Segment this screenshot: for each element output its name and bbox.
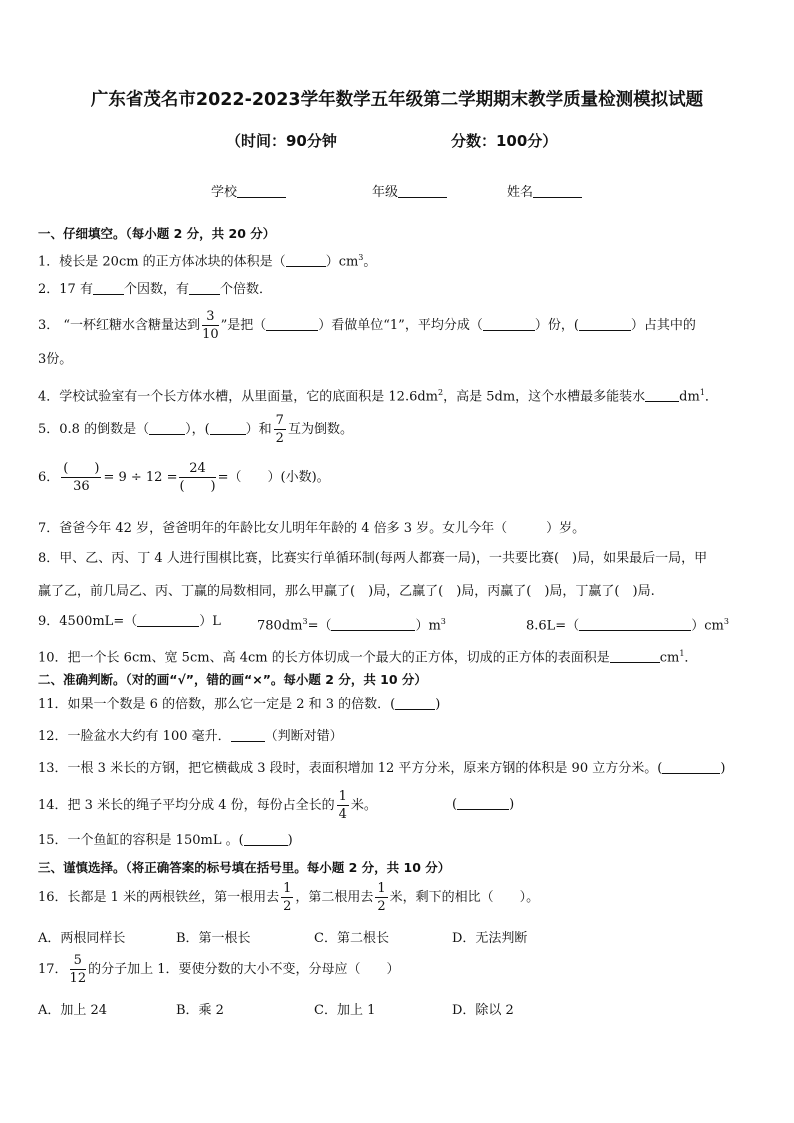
q12-blank[interactable] (231, 729, 265, 742)
q2-text-2: 个因数，有 (123, 282, 189, 297)
question-14-answer (452, 797, 514, 813)
q6-text-2: = 9 ÷ 12 = (103, 470, 178, 485)
q1-sup: 3 (358, 253, 364, 262)
q3-denominator: 10 (202, 327, 219, 342)
q9-unit-2: ）m (415, 618, 441, 634)
section-heading-3: 三、谨慎选择。（将正确答案的标号填在括号里。每小题 2 分，共 10 分） (38, 860, 451, 875)
q16-option-d[interactable]: D．无法判断 (452, 931, 528, 946)
q3-text-2: ”是把（ (220, 318, 267, 333)
q9-text-2: 780dm (257, 618, 303, 634)
q5-text-4: 互为倒数。 (287, 422, 353, 437)
q12-text-2: （判断对错） (264, 729, 343, 744)
q17-text: 17． (38, 962, 68, 977)
question-17 (38, 952, 400, 987)
q9-sup-1: 3 (302, 617, 308, 626)
q11-text: 11．如果一个数是 6 的倍数，那么它一定是 2 和 3 的倍数．( (38, 697, 396, 712)
section-heading-2: 二、准确判断。（对的画“√”，错的画“×”。每小题 2 分，共 10 分） (38, 672, 427, 687)
q3-text-4: ）份，( (534, 318, 579, 333)
question-10 (38, 646, 697, 666)
q2-text: 2．17 有 (38, 282, 93, 297)
q1-end: 。 (363, 254, 377, 270)
q3-text-5: ）占其中的 (630, 318, 696, 333)
name-blank[interactable] (533, 184, 582, 198)
question-2 (38, 282, 272, 298)
exam-time: （时间：90分钟 (226, 132, 337, 150)
q17-option-b[interactable]: B．乘 2 (176, 1003, 224, 1018)
q9-blank-3[interactable] (579, 618, 691, 631)
q4-unit: dm (679, 389, 700, 405)
question-3-cont: 3份。 (38, 352, 73, 367)
q2-blank-2[interactable] (189, 282, 220, 295)
q10-end: ． (684, 650, 698, 666)
section-heading-1: 一、仔细填空。（每小题 2 分，共 20 分） (38, 226, 276, 241)
q14-denominator: 4 (338, 807, 347, 822)
q17-denominator: 12 (69, 971, 87, 986)
q16-option-a[interactable]: A．两根同样长 (38, 931, 126, 946)
q6-fraction-2 (179, 460, 215, 495)
q16-text-2: ，第二根用去 (295, 890, 374, 905)
question-6 (38, 460, 330, 495)
q9-unit-1: ）L (199, 614, 221, 629)
q16-numerator-1: 1 (283, 881, 292, 896)
q3-text-3: ）看做单位“1”，平均分成（ (318, 318, 483, 333)
q3-text: 3． “一杯红糖水含糖量达到 (38, 318, 201, 333)
q10-text: 10．把一个长 6cm、宽 5cm、高 4cm 的长方体切成一个最大的正方体，切成的正方体的表面积是 (38, 650, 610, 666)
q6-denominator-1: 36 (73, 479, 90, 494)
q17-option-c[interactable]: C．加上 1 (314, 1003, 376, 1018)
q4-end: ． (704, 389, 718, 405)
q15-blank[interactable] (244, 833, 288, 846)
q16-text: 16．长都是 1 米的两根铁丝，第一根用去 (38, 890, 280, 905)
q14-text-2: 米。 (350, 798, 377, 813)
question-5 (38, 412, 353, 447)
question-9 (38, 614, 221, 630)
question-15 (38, 833, 293, 849)
q12-text: 12．一脸盆水大约有 100 毫升． (38, 729, 231, 744)
q15-end: ) (287, 833, 293, 848)
q1-blank[interactable] (286, 254, 326, 267)
question-4 (38, 385, 718, 405)
q5-text: 5．0.8 的倒数是（ (38, 422, 150, 437)
question-7: 7．爸爸今年 42 岁，爸爸明年的年龄比女儿明年年龄的 4 倍多 3 岁。女儿今年（ ）岁。 (38, 521, 586, 536)
q9-blank-2[interactable] (331, 618, 415, 631)
question-1 (38, 250, 376, 270)
grade-blank[interactable] (398, 184, 447, 198)
school-label: 学校 (211, 185, 238, 200)
q17-fraction (70, 952, 87, 987)
q9-sup-2: 3 (440, 617, 446, 626)
q14-blank[interactable] (457, 797, 509, 810)
q9-text: 9．4500mL=（ (38, 614, 138, 629)
q6-text: 6． (38, 470, 60, 485)
q14-text: 14．把 3 米长的绳子平均分成 4 份，每份占全长的 (38, 798, 335, 813)
question-8-line-2: 赢了乙，前几局乙、丙、丁赢的局数相同，那么甲赢了( )局，乙赢了( )局，丙赢了( )局，丁赢了( )局. (38, 584, 655, 599)
question-14 (38, 788, 377, 823)
q16-denominator-2: 2 (377, 899, 386, 914)
q9-sup-3: 3 (723, 617, 729, 626)
q16-fraction-1 (281, 880, 293, 915)
q4-sup: 2 (438, 388, 444, 397)
q16-option-b[interactable]: B．第一根长 (176, 931, 251, 946)
q9-unit-3: ）cm (691, 618, 724, 634)
q6-numerator-1[interactable]: ( ) (63, 461, 100, 476)
q4-blank[interactable] (645, 389, 679, 402)
q16-option-c[interactable]: C．第二根长 (314, 931, 389, 946)
q17-option-a[interactable]: A．加上 24 (38, 1003, 108, 1018)
q5-blank-1[interactable] (149, 422, 185, 435)
q2-text-3: 个倍数． (219, 282, 272, 297)
q14-fraction (337, 788, 349, 823)
q5-denominator: 2 (275, 431, 284, 446)
q1-text: 1．棱长是 20cm 的正方体冰块的体积是（ (38, 254, 286, 270)
q4-text: 4．学校试验室有一个长方体水槽，从里面量，它的底面积是 12.6dm (38, 389, 438, 405)
q15-text: 15．一个鱼缸的容积是 150mL 。( (38, 833, 244, 848)
q5-blank-2[interactable] (210, 422, 246, 435)
question-11 (38, 697, 440, 713)
question-9-part-2 (257, 614, 446, 634)
name-field (507, 181, 582, 200)
q9-blank-1[interactable] (137, 614, 199, 627)
q5-fraction (274, 412, 286, 447)
name-label: 姓名 (507, 185, 534, 200)
q10-sup: 1 (679, 649, 685, 658)
q10-unit: cm (659, 650, 680, 666)
q14-paren-open: ( (452, 797, 458, 812)
q1-unit: ）cm (325, 254, 359, 270)
q4-sup-2: 1 (699, 388, 705, 397)
q6-denominator-2[interactable]: ( ) (179, 479, 216, 494)
page-title: 广东省茂名市2022-2023学年数学五年级第二学期期末教学质量检测模拟试题 (90, 90, 704, 110)
q10-blank[interactable] (610, 650, 660, 663)
q17-text-2: 的分子加上 1．要使分数的大小不变，分母应（ ） (88, 962, 400, 977)
q3-blank-3[interactable] (579, 318, 631, 331)
q3-numerator: 3 (202, 308, 219, 326)
q3-fraction (202, 308, 219, 343)
question-12 (38, 729, 343, 745)
q6-numerator-2: 24 (179, 460, 215, 478)
q3-blank-2[interactable] (483, 318, 535, 331)
question-3 (38, 308, 696, 343)
grade-label: 年级 (372, 185, 399, 200)
q2-blank-1[interactable] (93, 282, 124, 295)
q16-numerator-2: 1 (377, 881, 386, 896)
q6-text-3: =（ ）(小数)。 (217, 470, 330, 485)
q14-paren-close: ) (509, 797, 515, 812)
question-13 (38, 761, 725, 777)
q11-blank[interactable] (395, 697, 435, 710)
q16-denominator-1: 2 (283, 899, 292, 914)
question-8-line-1: 8．甲、乙、丙、丁 4 人进行围棋比赛，比赛实行单循环制(每两人都赛一局)，一共要比赛( )局，如果最后一局，甲 (38, 551, 708, 566)
grade-field (372, 181, 447, 200)
school-field (211, 181, 286, 200)
q9-text-3: =（ (307, 618, 332, 634)
exam-score: 分数：100分） (451, 132, 558, 150)
question-16 (38, 880, 539, 915)
q5-text-2: ），( (185, 422, 210, 437)
q17-numerator: 5 (70, 952, 87, 970)
school-blank[interactable] (237, 184, 286, 198)
q6-fraction-1 (61, 460, 101, 495)
question-9-part-3 (526, 614, 729, 634)
q17-option-d[interactable]: D．除以 2 (452, 1003, 514, 1018)
q9-text-4: 8.6L=（ (526, 618, 580, 634)
q3-blank-1[interactable] (266, 318, 318, 331)
q16-fraction-2 (375, 880, 387, 915)
q13-end: ) (720, 761, 726, 776)
q11-end: ) (435, 697, 441, 712)
q4-text-2: ，高是 5dm，这个水槽最多能装水 (443, 389, 646, 405)
q5-numerator: 7 (275, 413, 284, 428)
q5-text-3: ）和 (245, 422, 272, 437)
q14-numerator: 1 (338, 789, 347, 804)
q13-text: 13．一根 3 米长的方钢，把它横截成 3 段时，表面积增加 12 平方分米，原来方钢的体积是 90 立方分米。( (38, 761, 663, 776)
q13-blank[interactable] (662, 761, 720, 774)
q16-text-3: 米，剩下的相比（ ）。 (389, 890, 540, 905)
